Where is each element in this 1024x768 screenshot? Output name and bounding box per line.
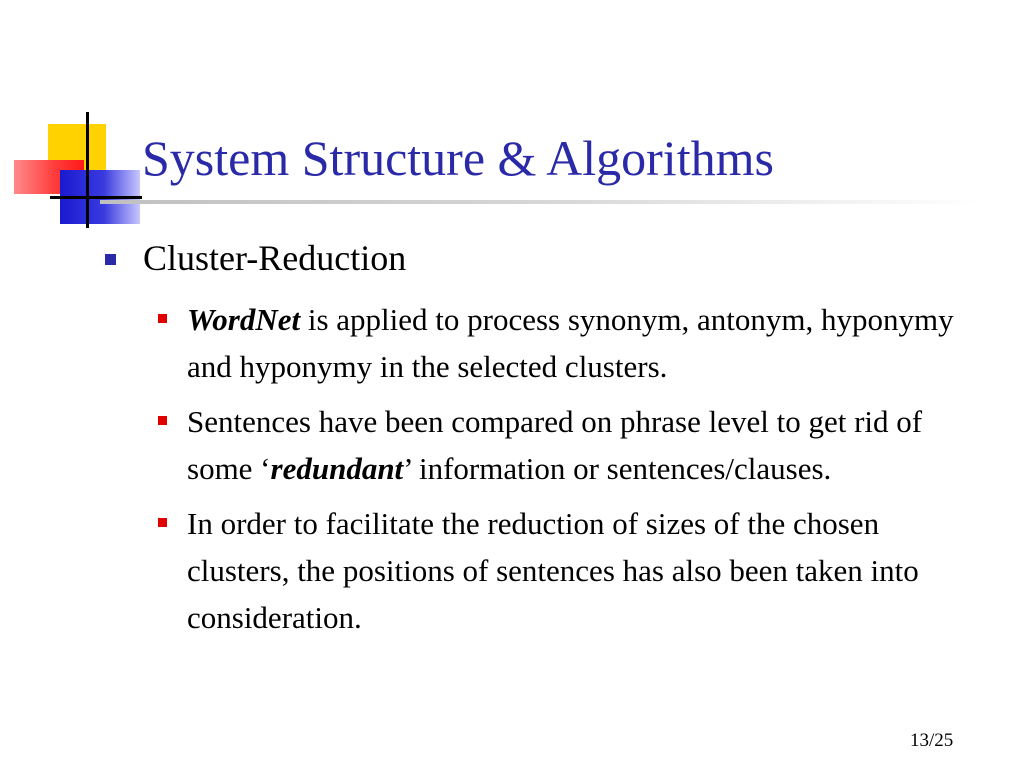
sub-bullet-text-post: ’ information or sentences/clauses. <box>403 451 832 486</box>
emphasis-text: redundant <box>270 451 404 486</box>
logo-vertical-line <box>86 112 89 228</box>
square-bullet-icon <box>158 314 167 323</box>
decorative-logo-icon <box>0 0 150 240</box>
emphasis-text: WordNet <box>187 302 301 337</box>
sub-bullet-text: In order to facilitate the reduction of sizes of the chosen clusters, the positions of sentences has also been taken into consideration. <box>187 506 919 635</box>
square-bullet-icon <box>158 518 167 527</box>
bullet-level1-text: Cluster-Reduction <box>143 238 407 278</box>
square-bullet-icon <box>158 416 167 425</box>
page-number: 13/25 <box>910 730 954 751</box>
sub-bullet-text <box>187 398 988 492</box>
sub-bullet-text <box>187 296 988 390</box>
sub-bullet-text-rest: is applied to process synonym, antonym, hyponymy and hyponymy in the selected clusters. <box>187 302 954 384</box>
logo-horizontal-line <box>50 196 142 199</box>
sub-bullet-item <box>158 398 988 492</box>
title-divider <box>100 200 980 204</box>
sub-bullet-item <box>158 500 988 641</box>
sub-bullet-text-pre: Sentences have been compared on phrase level to get rid of some ‘ <box>187 404 923 486</box>
bullet-level1 <box>105 236 406 280</box>
slide-title: System Structure & Algorithms <box>142 130 774 186</box>
sub-bullet-item <box>158 296 988 390</box>
square-bullet-icon <box>105 254 116 265</box>
sub-bullet-list <box>158 296 988 649</box>
